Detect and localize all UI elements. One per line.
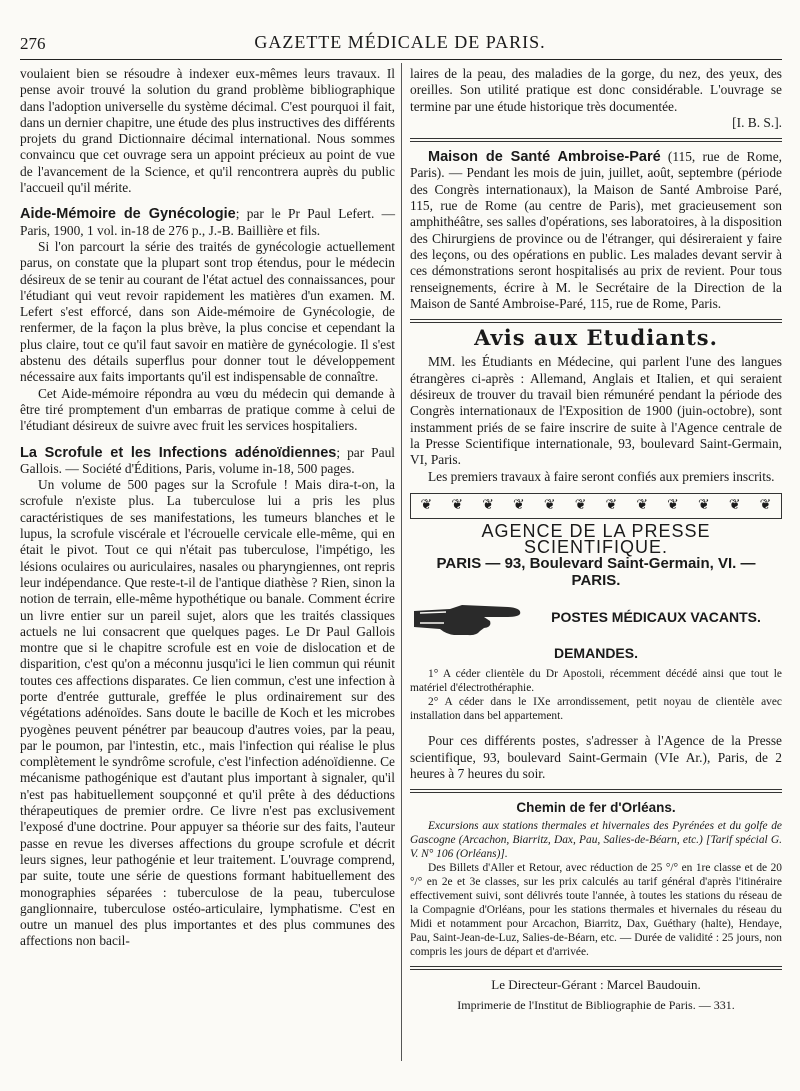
postes-medicaux-heading: POSTES MÉDICAUX VACANTS. [551,608,761,625]
page-header [20,28,780,58]
avis-title: Avis aux Etudiants. [474,325,718,351]
agence-contact: Pour ces différents postes, s'adresser à l'Agence de la Presse scientifique, 93, boulevard Saint-Germain (VIe Ar.), Paris, de 2 heures à 7 heures du soir. [410,733,782,781]
maison-de-sante-title: Maison de Santé Ambroise-Paré [428,149,661,166]
scrofule-reference: ; par Paul Gallois. — Société d'Éditions, Paris, volume in-18, 500 pages. [20,444,395,476]
section-rule [410,319,782,323]
column-divider [401,63,402,1061]
journal-title: GAZETTE MÉDICALE DE PARIS. [254,32,546,52]
maison-de-sante-text: (115, rue de Rome, Paris). — Pendant les mois de juin, juillet, août, septembre (période des Congrès internationaux), la Maison de Santé Ambroise Paré, 115, rue de Rome (au centre de Paris), met gracieusement son amphithéâtre, ses salles d'opérations, ses laboratoires, à la disposition des Chirurgiens de province ou de l'étranger, qui désireraient y faire des leçons, ou des opérations en public. Les malades devant servir à ces démonstrations seront hospitalisés au prix de revient. Pour tous renseignements, écrire à M. le Secrétaire de la Direction de la Maison de Santé Ambroise-Paré, 115, rue de Rome, Paris. [410,149,783,311]
demande-2: 2° A céder dans le IXe arrondissement, petit noyau de clientèle avec installation dans bel appartement. [410,696,782,723]
section-rule [410,966,782,970]
chemin-de-fer-title: Chemin de fer d'Orléans. [516,800,676,816]
demandes-heading: DEMANDES. [553,645,638,662]
chemin-de-fer-subtitle: Excursions aux stations thermales et hivernales des Pyrénées et du golfe de Gascogne (Arcachon, Biarritz, Dax, Pau, Salies-de-Béarn, etc.) [Tarif spécial G. V. N° 106 (Orléans)]. [410,819,782,860]
ornamental-border: ❦ ❦ ❦ ❦ ❦ ❦ ❦ ❦ ❦ ❦ ❦ ❦ [410,493,782,519]
chemin-de-fer-body: Des Billets d'Aller et Retour, avec réduction de 25 °/° en 1re classe et de 20 °/° en 2e et 3e classes, sur les prix calculés au tarif général d'après l'itinéraire effectivement suivi, sont délivrés toute l'année, à toutes les stations du réseau de la Compagnie d'Orléans, pour les stations thermales et hivernales du réseau du Midi et notamment pour Arcachon, Biarritz, Dax, Guéthary (halte), Hendaye, Pau, Saint-Jean-de-Luz, Salies-de-Béarn, etc. — Durée de validité : 25 jours, non compris les jours de départ et d'arrivée. [410,861,782,958]
demande-1: 1° A céder clientèle du Dr Apostoli, récemment décédé ainsi que tout le matériel d'électrothéraphie. [410,668,782,695]
agence-title: AGENCE DE LA PRESSE SCIENTIFIQUE. [481,520,711,558]
aide-memoire-title: Aide-Mémoire de Gynécologie [20,206,236,223]
review-signature: [I. B. S.]. [732,114,782,130]
avis-paragraph-1: MM. les Étudiants en Médecine, qui parlent l'une des langues étrangères ci-après : Allemand, Anglais et Italien, et qui seraient désireux de trouver du travail bien rémunéré pendant la période des Congrès internationaux de l'Exposition de 1900 (juin-octobre), sont instamment priés de se faire inscrire de suite à l'Agence centrale de la Presse Scientifique internationale, 93, boulevard Saint-Germain, VI, Paris. [410,354,782,468]
aide-memoire-reference: ; par le Pr Paul Lefert. — Paris, 1900, 1 vol. in-18 de 276 p., J.-B. Baillière et fils. [20,206,395,238]
pointing-hand-icon [410,595,530,639]
review-continuation: laires de la peau, des maladies de la gorge, du nez, des yeux, des oreilles. Son utilité pratique est donc considérable. L'ouvrage se termine par une étude historique très documentée. [410,66,782,114]
aide-memoire-paragraph-1: Si l'on parcourt la série des traités de gynécologie actuellement parus, on constate que la plupart sont trop étendus, pour le médecin désireux de se tenir au courant de l'état actuel des connaissances, pour l'étudiant qui veut revoir rapidement les matières d'un examen. M. Lefert s'est efforcé, dans son Aide-mémoire de Gynécologie, de renfermer, de la façon la plus brève, la plus concise et cependant la plus claire, tout ce qu'il faut savoir en matière de gynécologie. Il s'est abstenu des détails superflus pour donner tout le développement nécessaire aux faits importants qu'il est indispensable de connaître. [20,238,395,385]
right-column [410,66,782,1013]
section-rule [410,138,782,142]
agence-address: PARIS — 93, Boulevard Saint-Germain, VI. — PARIS. [436,555,756,589]
aide-memoire-paragraph-2: Cet Aide-mémoire répondra au vœu du médecin qui demande à être tiré promptement d'un embarras de pratique comme à celui de l'étudiant désireux de suivre avec fruit les services hospitaliers. [20,385,395,434]
section-rule [410,789,782,793]
director-line: Le Directeur-Gérant : Marcel Baudouin. [491,976,701,992]
postes-row [410,595,782,639]
scrofule-title: La Scrofule et les Infections adénoïdiennes [20,444,337,461]
header-rule [20,59,782,60]
maison-de-sante-notice [410,149,782,312]
intro-paragraph: voulaient bien se résoudre à indexer eux-mêmes leurs travaux. Il pense avoir trouvé la solution du grand problème bibliographique dans l'adoption universelle du système décimal. C'est pourquoi il fait, dans un dernier chapitre, une étude des plus instructives des différents projets du grand Dictionnaire décimal international. Nous sommes convaincu que cet ouvrage sera un appoint précieux au point de vue de l'avancement de la Science, et qu'il rencontrera auprès du public l'accueil qu'il mérite. [20,66,395,196]
printer-line: Imprimerie de l'Institut de Bibliographie de Paris. — 331. [457,997,735,1012]
scrofule-heading [20,445,395,478]
aide-memoire-heading [20,206,395,239]
left-column [20,66,395,950]
page-number: 276 [20,34,46,53]
scrofule-paragraph: Un volume de 500 pages sur la Scrofule ! Mais dira-t-on, la scrofule n'existe plus. La tuberculose lui a pris les plus caractéristiques de ses manifestations, les tumeurs blanches et le lupus, la scrofule viscérale et l'écrouelle cervicale elle-même, qui en était le pivot. Tout ce qui n'était pas tuberculose, l'impétigo, les lésions oculaires ou auriculaires, nasales ou pharyngiennes, ont repris leur indépendance. Que reste-t-il de l'antique diathèse ? Rien, sinon la notion de terrain, elle-même hypothétique ou banale. Comment écrire un livre entier sur un pareil sujet, alors que les traités classiques actuels ne lui consacrent que quelques pages. Le Dr Paul Gallois montre que si le chapitre scrofule est en voie de dislocation et de disparition, c'est qu'on a méconnu jusqu'ici le lien commun qui réunit toutes ces affections disparates. Ce lien commun, c'est une infection à porte d'entrée gutturale, greffée le plus ordinairement sur des végétations adénoïdes. Sans doute le bacille de Koch et les microbes pyogènes peuvent pénétrer par beaucoup d'autres voies, par la peau, par le poumon, par l'intestin, etc., mais l'infection qui réalise le plus complètement le syndrôme scrofule, c'est l'infection adénoïdienne. Ce mécanisme pathogénique est d'autant plus important à signaler, qu'il n'est pas habituellement soupçonné et qu'il prête à des déductions thérapeutiques de premier ordre. Ce livre n'est pas exclusivement l'exposé d'une doctrine. Pour appuyer sa théorie sur des faits, l'auteur passe en revue les diverses affections du groupe scrofule et décrit leurs signes, leur pathogénie et leur traitement. L'ouvrage comprend, par suite, toute une série de questions formant habituellement des monographies séparées : tuberculose de la peau, tuberculose ganglionnaire, tuberculose ostéo-articulaire, lymphatisme. C'est en outre un manuel des plus importantes et des plus communes des affections non bacil- [20,477,395,949]
avis-paragraph-2: Les premiers travaux à faire seront confiés aux premiers inscrits. [428,468,775,484]
